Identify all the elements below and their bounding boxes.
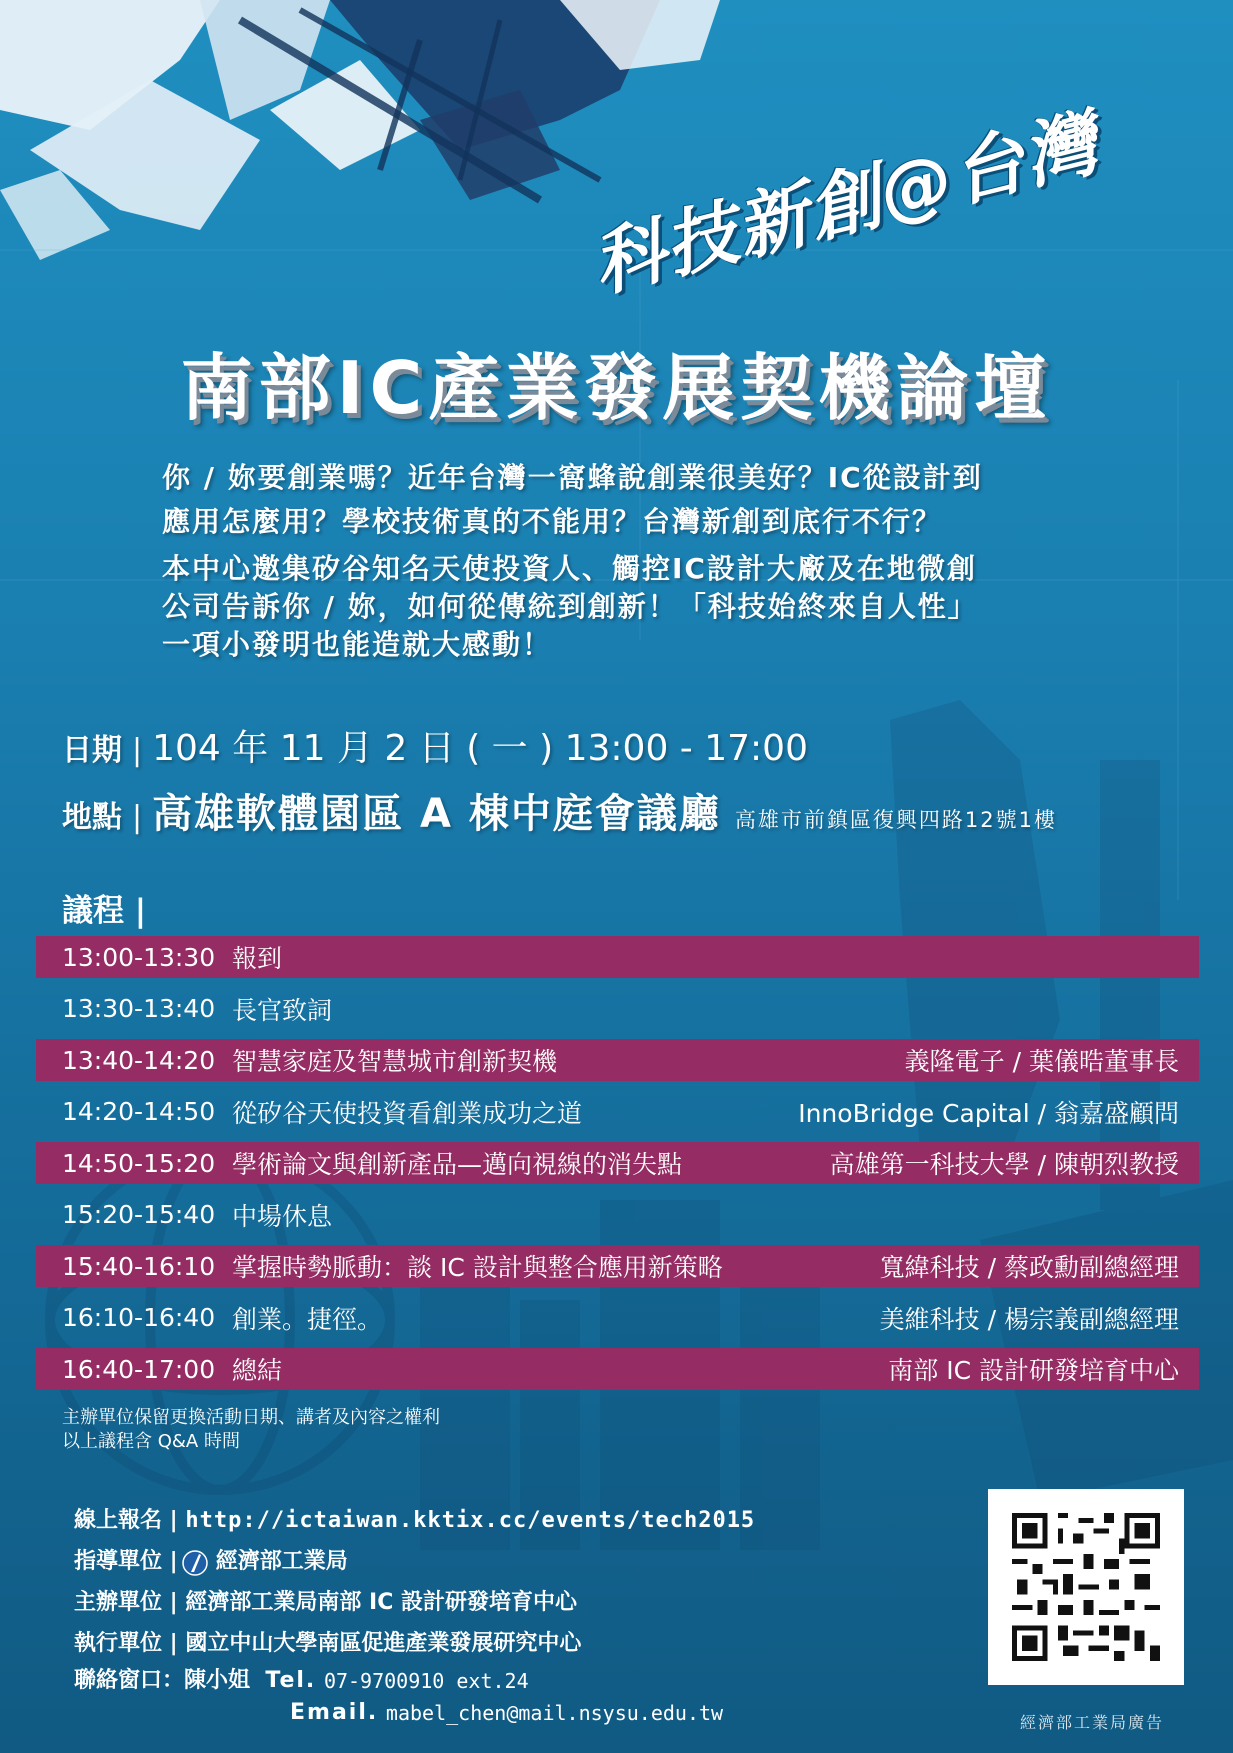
agenda-notes	[62, 1406, 440, 1454]
agenda-row	[36, 1091, 1199, 1133]
agenda-speaker: 美維科技 / 楊宗義副總經理	[879, 1304, 1179, 1334]
agenda-session: 智慧家庭及智慧城市創新契機	[232, 1047, 558, 1076]
intro-line: 應用怎麼用？學校技術真的不能用？台灣新創到底行不行？	[162, 505, 943, 538]
qr-code-icon	[1012, 1513, 1160, 1661]
moea-logo-icon	[182, 1549, 208, 1575]
agenda-session: 總結	[232, 1356, 283, 1385]
email-row	[74, 1698, 755, 1728]
venue-label: 地點	[62, 800, 122, 835]
contact-label: 聯絡窗口：	[74, 1668, 185, 1693]
date-label: 日期	[62, 733, 122, 768]
guide-value: 經濟部工業局	[215, 1549, 348, 1574]
register-row	[74, 1500, 755, 1541]
agenda-row	[36, 1194, 1199, 1236]
agenda-time: 14:50-15:20	[62, 1148, 216, 1178]
exec-value: 國立中山大學南區促進產業發展研究中心	[185, 1631, 582, 1656]
ad-credit: 經濟部工業局廣告	[1020, 1713, 1165, 1732]
agenda-time: 15:40-16:10	[62, 1251, 216, 1281]
agenda-row	[36, 1039, 1199, 1081]
email-value[interactable]: mabel_chen@mail.nsysu.edu.tw	[385, 1701, 724, 1725]
venue-value: 高雄軟體園區 A 棟中庭會議廳	[152, 791, 721, 837]
date-separator: |	[132, 733, 143, 768]
agenda-speaker: 寬緯科技 / 蔡政勳副總經理	[879, 1253, 1179, 1282]
intro-text	[162, 456, 1092, 670]
note-line: 以上議程含 Q&A 時間	[62, 1431, 240, 1452]
agenda-session: 掌握時勢脈動：談 IC 設計與整合應用新策略	[232, 1253, 723, 1282]
tel-label: Tel.	[265, 1668, 317, 1693]
agenda-row	[36, 1348, 1199, 1390]
agenda-row	[36, 1297, 1199, 1339]
exec-row	[74, 1623, 755, 1664]
exec-label: 執行單位 |	[74, 1631, 178, 1656]
contact-name: 陳小姐	[184, 1668, 251, 1693]
agenda-row	[36, 988, 1199, 1030]
footer-info	[74, 1500, 755, 1728]
slogan-area	[580, 40, 1230, 308]
agenda-speaker: 南部 IC 設計研發培育中心	[888, 1356, 1179, 1385]
agenda-speaker: 義隆電子 / 葉儀晧董事長	[904, 1047, 1179, 1076]
agenda-time: 15:20-15:40	[62, 1200, 216, 1229]
email-label: Email.	[290, 1700, 379, 1725]
slogan: 科技新創@台灣	[583, 100, 1107, 308]
intro-paragraph-1	[162, 456, 1092, 544]
contact-row	[74, 1664, 755, 1698]
intro-line: 你 / 妳要創業嗎？近年台灣一窩蜂說創業很美好？IC從設計到	[162, 461, 983, 494]
agenda-time: 16:10-16:40	[62, 1303, 216, 1332]
agenda-row	[36, 936, 1199, 978]
intro-line: 一項小發明也能造就大感動！	[162, 628, 553, 661]
agenda-list	[36, 936, 1199, 1400]
tel-value[interactable]: 07-9700910 ext.24	[323, 1669, 529, 1693]
agenda-session: 報到	[232, 944, 283, 973]
register-label: 線上報名 |	[74, 1508, 178, 1533]
intro-line: 公司告訴你 / 妳，如何從傳統到創新！「科技始終來自人性」	[162, 590, 978, 623]
agenda-speaker: InnoBridge Capital / 翁嘉盛顧問	[798, 1098, 1179, 1128]
intro-line: 本中心邀集矽谷知名天使投資人、觸控IC設計大廠及在地微創	[162, 552, 977, 585]
venue-address: 高雄市前鎮區復興四路12號1樓	[734, 808, 1058, 832]
guide-row	[74, 1541, 755, 1582]
guide-label: 指導單位 |	[74, 1549, 178, 1574]
agenda-session: 學術論文與創新產品—邁向視線的消失點	[232, 1150, 683, 1179]
page-title: 南部IC產業發展契機論壇	[180, 346, 1053, 430]
date-row	[62, 720, 808, 771]
host-value: 經濟部工業局南部 IC 設計研發培育中心	[185, 1590, 578, 1615]
agenda-session: 從矽谷天使投資看創業成功之道	[232, 1098, 583, 1128]
agenda-row	[36, 1245, 1199, 1287]
note-line: 主辦單位保留更換活動日期、講者及內容之權利	[62, 1407, 440, 1428]
agenda-time: 13:00-13:30	[62, 942, 216, 972]
agenda-time: 13:30-13:40	[62, 994, 216, 1023]
agenda-row	[36, 1142, 1199, 1184]
qr-code[interactable]	[988, 1489, 1184, 1685]
register-link[interactable]: http://ictaiwan.kktix.cc/events/tech2015	[185, 1508, 756, 1533]
host-label: 主辦單位 |	[74, 1590, 178, 1615]
agenda-speaker: 高雄第一科技大學 / 陳朝烈教授	[829, 1150, 1179, 1179]
agenda-time: 13:40-14:20	[62, 1045, 216, 1075]
intro-paragraph-2	[162, 550, 1092, 664]
agenda-time: 16:40-17:00	[62, 1354, 216, 1384]
agenda-session: 長官致詞	[232, 995, 333, 1025]
venue-separator: |	[132, 800, 143, 835]
agenda-session: 創業。捷徑。	[232, 1304, 383, 1334]
agenda-label: 議程 |	[62, 893, 147, 929]
host-row	[74, 1582, 755, 1623]
venue-row	[62, 782, 1057, 839]
agenda-session: 中場休息	[232, 1201, 333, 1231]
agenda-time: 14:20-14:50	[62, 1097, 216, 1126]
date-value: 104 年 11 月 2 日 ( 一 ) 13:00 - 17:00	[152, 728, 808, 769]
